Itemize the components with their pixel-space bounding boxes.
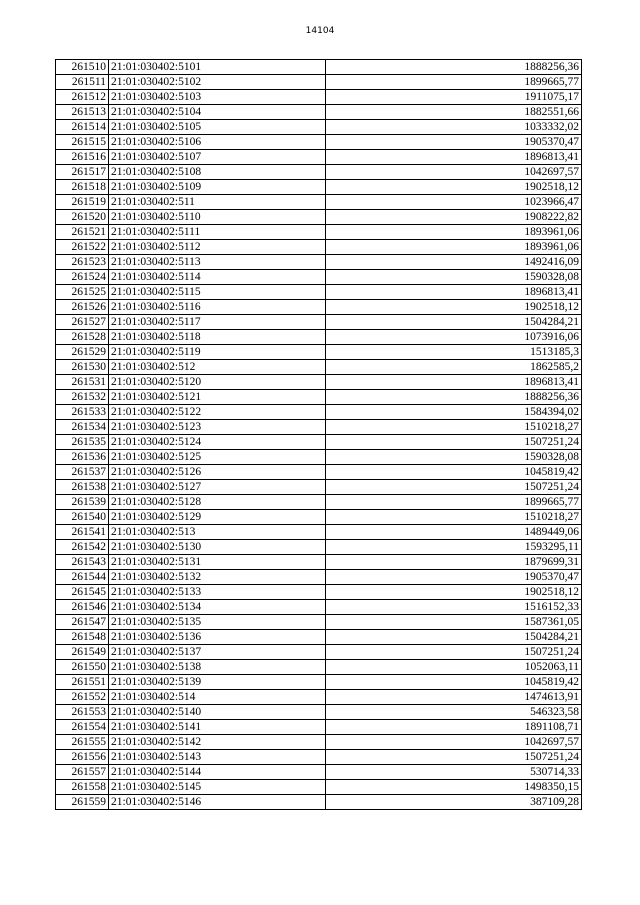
cadastral-number-cell: 21:01:030402:5112 <box>109 240 326 255</box>
cadastral-number-cell: 21:01:030402:5140 <box>109 705 326 720</box>
table-row <box>56 165 582 180</box>
row-number-cell: 261524 <box>56 270 109 285</box>
cadastral-value-cell: 1504284,21 <box>326 315 582 330</box>
table-row <box>56 405 582 420</box>
cadastral-value-cell: 1905370,47 <box>326 570 582 585</box>
row-number-cell: 261533 <box>56 405 109 420</box>
table-row <box>56 525 582 540</box>
cadastral-value-cell: 1023966,47 <box>326 195 582 210</box>
row-number-cell: 261547 <box>56 615 109 630</box>
cadastral-value-cell: 1879699,31 <box>326 555 582 570</box>
row-number-cell: 261512 <box>56 90 109 105</box>
row-number-cell: 261534 <box>56 420 109 435</box>
cadastral-number-cell: 21:01:030402:5146 <box>109 795 326 810</box>
row-number-cell: 261528 <box>56 330 109 345</box>
table-row <box>56 390 582 405</box>
cadastral-value-cell: 1513185,3 <box>326 345 582 360</box>
cadastral-number-cell: 21:01:030402:5121 <box>109 390 326 405</box>
cadastral-number-cell: 21:01:030402:513 <box>109 525 326 540</box>
cadastral-number-cell: 21:01:030402:5117 <box>109 315 326 330</box>
cadastral-number-cell: 21:01:030402:5127 <box>109 480 326 495</box>
cadastral-number-cell: 21:01:030402:5145 <box>109 780 326 795</box>
cadastral-number-cell: 21:01:030402:5113 <box>109 255 326 270</box>
cadastral-value-cell: 1510218,27 <box>326 420 582 435</box>
table-row <box>56 540 582 555</box>
table-row <box>56 750 582 765</box>
row-number-cell: 261545 <box>56 585 109 600</box>
table-row <box>56 795 582 810</box>
cadastral-number-cell: 21:01:030402:5143 <box>109 750 326 765</box>
cadastral-value-cell: 1474613,91 <box>326 690 582 705</box>
row-number-cell: 261557 <box>56 765 109 780</box>
row-number-cell: 261526 <box>56 300 109 315</box>
cadastral-number-cell: 21:01:030402:512 <box>109 360 326 375</box>
cadastral-number-cell: 21:01:030402:5111 <box>109 225 326 240</box>
cadastral-number-cell: 21:01:030402:5130 <box>109 540 326 555</box>
cadastral-value-cell: 1902518,12 <box>326 585 582 600</box>
table-row <box>56 630 582 645</box>
row-number-cell: 261541 <box>56 525 109 540</box>
cadastral-value-cell: 1590328,08 <box>326 450 582 465</box>
row-number-cell: 261538 <box>56 480 109 495</box>
cadastral-number-cell: 21:01:030402:5132 <box>109 570 326 585</box>
cadastral-number-cell: 21:01:030402:5119 <box>109 345 326 360</box>
cadastral-value-cell: 1902518,12 <box>326 300 582 315</box>
table-row <box>56 255 582 270</box>
table-row <box>56 300 582 315</box>
cadastral-value-cell: 1888256,36 <box>326 60 582 75</box>
cadastral-value-table <box>55 59 582 810</box>
cadastral-value-cell: 1073916,06 <box>326 330 582 345</box>
row-number-cell: 261558 <box>56 780 109 795</box>
cadastral-number-cell: 21:01:030402:5133 <box>109 585 326 600</box>
row-number-cell: 261540 <box>56 510 109 525</box>
cadastral-value-cell: 1042697,57 <box>326 165 582 180</box>
row-number-cell: 261536 <box>56 450 109 465</box>
cadastral-number-cell: 21:01:030402:5120 <box>109 375 326 390</box>
table-row <box>56 645 582 660</box>
row-number-cell: 261527 <box>56 315 109 330</box>
row-number-cell: 261529 <box>56 345 109 360</box>
row-number-cell: 261521 <box>56 225 109 240</box>
cadastral-number-cell: 21:01:030402:5106 <box>109 135 326 150</box>
table-row <box>56 675 582 690</box>
cadastral-value-cell: 1902518,12 <box>326 180 582 195</box>
cadastral-value-cell: 1507251,24 <box>326 645 582 660</box>
table-row <box>56 90 582 105</box>
cadastral-value-cell: 1052063,11 <box>326 660 582 675</box>
cadastral-number-cell: 21:01:030402:5116 <box>109 300 326 315</box>
cadastral-number-cell: 21:01:030402:5104 <box>109 105 326 120</box>
cadastral-value-cell: 1033332,02 <box>326 120 582 135</box>
row-number-cell: 261549 <box>56 645 109 660</box>
table-row <box>56 615 582 630</box>
table-row <box>56 555 582 570</box>
table-row <box>56 720 582 735</box>
table-row <box>56 375 582 390</box>
row-number-cell: 261530 <box>56 360 109 375</box>
table-row <box>56 735 582 750</box>
cadastral-value-cell: 1896813,41 <box>326 285 582 300</box>
cadastral-number-cell: 21:01:030402:5118 <box>109 330 326 345</box>
cadastral-value-cell: 1584394,02 <box>326 405 582 420</box>
cadastral-number-cell: 21:01:030402:5107 <box>109 150 326 165</box>
cadastral-value-cell: 1893961,06 <box>326 240 582 255</box>
cadastral-value-cell: 1498350,15 <box>326 780 582 795</box>
row-number-cell: 261537 <box>56 465 109 480</box>
cadastral-value-cell: 1510218,27 <box>326 510 582 525</box>
table-row <box>56 285 582 300</box>
table-row <box>56 60 582 75</box>
cadastral-value-cell: 1862585,2 <box>326 360 582 375</box>
cadastral-number-cell: 21:01:030402:5144 <box>109 765 326 780</box>
table-row <box>56 240 582 255</box>
row-number-cell: 261531 <box>56 375 109 390</box>
table-row <box>56 585 582 600</box>
cadastral-number-cell: 21:01:030402:5123 <box>109 420 326 435</box>
row-number-cell: 261551 <box>56 675 109 690</box>
table-row <box>56 225 582 240</box>
cadastral-value-cell: 1888256,36 <box>326 390 582 405</box>
table-row <box>56 765 582 780</box>
table-row <box>56 660 582 675</box>
row-number-cell: 261523 <box>56 255 109 270</box>
table-row <box>56 510 582 525</box>
cadastral-number-cell: 21:01:030402:5102 <box>109 75 326 90</box>
row-number-cell: 261552 <box>56 690 109 705</box>
cadastral-number-cell: 21:01:030402:5137 <box>109 645 326 660</box>
row-number-cell: 261520 <box>56 210 109 225</box>
row-number-cell: 261544 <box>56 570 109 585</box>
cadastral-value-cell: 1891108,71 <box>326 720 582 735</box>
table-row <box>56 75 582 90</box>
row-number-cell: 261539 <box>56 495 109 510</box>
table-row <box>56 495 582 510</box>
cadastral-value-cell: 1516152,33 <box>326 600 582 615</box>
table-row <box>56 435 582 450</box>
cadastral-number-cell: 21:01:030402:5141 <box>109 720 326 735</box>
row-number-cell: 261511 <box>56 75 109 90</box>
cadastral-number-cell: 21:01:030402:5134 <box>109 600 326 615</box>
cadastral-value-cell: 387109,28 <box>326 795 582 810</box>
table-row <box>56 705 582 720</box>
cadastral-value-cell: 1899665,77 <box>326 495 582 510</box>
cadastral-number-cell: 21:01:030402:5126 <box>109 465 326 480</box>
cadastral-value-cell: 1507251,24 <box>326 435 582 450</box>
row-number-cell: 261532 <box>56 390 109 405</box>
cadastral-value-cell: 530714,33 <box>326 765 582 780</box>
table-row <box>56 360 582 375</box>
row-number-cell: 261548 <box>56 630 109 645</box>
row-number-cell: 261516 <box>56 150 109 165</box>
cadastral-value-cell: 1489449,06 <box>326 525 582 540</box>
row-number-cell: 261510 <box>56 60 109 75</box>
cadastral-value-cell: 1042697,57 <box>326 735 582 750</box>
table-row <box>56 195 582 210</box>
table-row <box>56 105 582 120</box>
cadastral-value-cell: 1507251,24 <box>326 480 582 495</box>
cadastral-value-cell: 1507251,24 <box>326 750 582 765</box>
cadastral-number-cell: 21:01:030402:5139 <box>109 675 326 690</box>
cadastral-value-cell: 1896813,41 <box>326 150 582 165</box>
row-number-cell: 261546 <box>56 600 109 615</box>
row-number-cell: 261519 <box>56 195 109 210</box>
row-number-cell: 261542 <box>56 540 109 555</box>
cadastral-value-cell: 1882551,66 <box>326 105 582 120</box>
cadastral-number-cell: 21:01:030402:5125 <box>109 450 326 465</box>
table-row <box>56 210 582 225</box>
cadastral-number-cell: 21:01:030402:511 <box>109 195 326 210</box>
cadastral-value-cell: 546323,58 <box>326 705 582 720</box>
cadastral-number-cell: 21:01:030402:5109 <box>109 180 326 195</box>
cadastral-number-cell: 21:01:030402:5105 <box>109 120 326 135</box>
cadastral-value-cell: 1593295,11 <box>326 540 582 555</box>
table-row <box>56 465 582 480</box>
table-row <box>56 135 582 150</box>
table-row <box>56 330 582 345</box>
cadastral-value-cell: 1492416,09 <box>326 255 582 270</box>
table-row <box>56 420 582 435</box>
table-row <box>56 345 582 360</box>
row-number-cell: 261522 <box>56 240 109 255</box>
cadastral-number-cell: 21:01:030402:5136 <box>109 630 326 645</box>
cadastral-value-cell: 1908222,82 <box>326 210 582 225</box>
cadastral-number-cell: 21:01:030402:5103 <box>109 90 326 105</box>
cadastral-number-cell: 21:01:030402:514 <box>109 690 326 705</box>
cadastral-value-cell: 1504284,21 <box>326 630 582 645</box>
cadastral-number-cell: 21:01:030402:5135 <box>109 615 326 630</box>
table-row <box>56 450 582 465</box>
cadastral-value-cell: 1905370,47 <box>326 135 582 150</box>
table-row <box>56 150 582 165</box>
row-number-cell: 261514 <box>56 120 109 135</box>
table-row <box>56 570 582 585</box>
page-number: 14104 <box>305 26 335 36</box>
cadastral-number-cell: 21:01:030402:5129 <box>109 510 326 525</box>
row-number-cell: 261518 <box>56 180 109 195</box>
row-number-cell: 261555 <box>56 735 109 750</box>
cadastral-number-cell: 21:01:030402:5110 <box>109 210 326 225</box>
cadastral-value-cell: 1045819,42 <box>326 465 582 480</box>
cadastral-value-cell: 1045819,42 <box>326 675 582 690</box>
cadastral-number-cell: 21:01:030402:5124 <box>109 435 326 450</box>
table-row <box>56 600 582 615</box>
row-number-cell: 261543 <box>56 555 109 570</box>
cadastral-value-cell: 1911075,17 <box>326 90 582 105</box>
table-row <box>56 180 582 195</box>
row-number-cell: 261556 <box>56 750 109 765</box>
row-number-cell: 261515 <box>56 135 109 150</box>
cadastral-value-cell: 1587361,05 <box>326 615 582 630</box>
cadastral-number-cell: 21:01:030402:5128 <box>109 495 326 510</box>
cadastral-number-cell: 21:01:030402:5108 <box>109 165 326 180</box>
row-number-cell: 261554 <box>56 720 109 735</box>
cadastral-number-cell: 21:01:030402:5131 <box>109 555 326 570</box>
table-row <box>56 480 582 495</box>
table-row <box>56 270 582 285</box>
cadastral-value-cell: 1893961,06 <box>326 225 582 240</box>
cadastral-number-cell: 21:01:030402:5115 <box>109 285 326 300</box>
cadastral-number-cell: 21:01:030402:5114 <box>109 270 326 285</box>
table-row <box>56 780 582 795</box>
row-number-cell: 261550 <box>56 660 109 675</box>
row-number-cell: 261553 <box>56 705 109 720</box>
cadastral-value-cell: 1590328,08 <box>326 270 582 285</box>
cadastral-number-cell: 21:01:030402:5122 <box>109 405 326 420</box>
table-row <box>56 315 582 330</box>
cadastral-value-cell: 1899665,77 <box>326 75 582 90</box>
row-number-cell: 261525 <box>56 285 109 300</box>
table-row <box>56 120 582 135</box>
row-number-cell: 261535 <box>56 435 109 450</box>
cadastral-number-cell: 21:01:030402:5101 <box>109 60 326 75</box>
table-body <box>56 60 582 810</box>
cadastral-number-cell: 21:01:030402:5138 <box>109 660 326 675</box>
cadastral-value-cell: 1896813,41 <box>326 375 582 390</box>
row-number-cell: 261517 <box>56 165 109 180</box>
table-row <box>56 690 582 705</box>
row-number-cell: 261513 <box>56 105 109 120</box>
row-number-cell: 261559 <box>56 795 109 810</box>
cadastral-number-cell: 21:01:030402:5142 <box>109 735 326 750</box>
